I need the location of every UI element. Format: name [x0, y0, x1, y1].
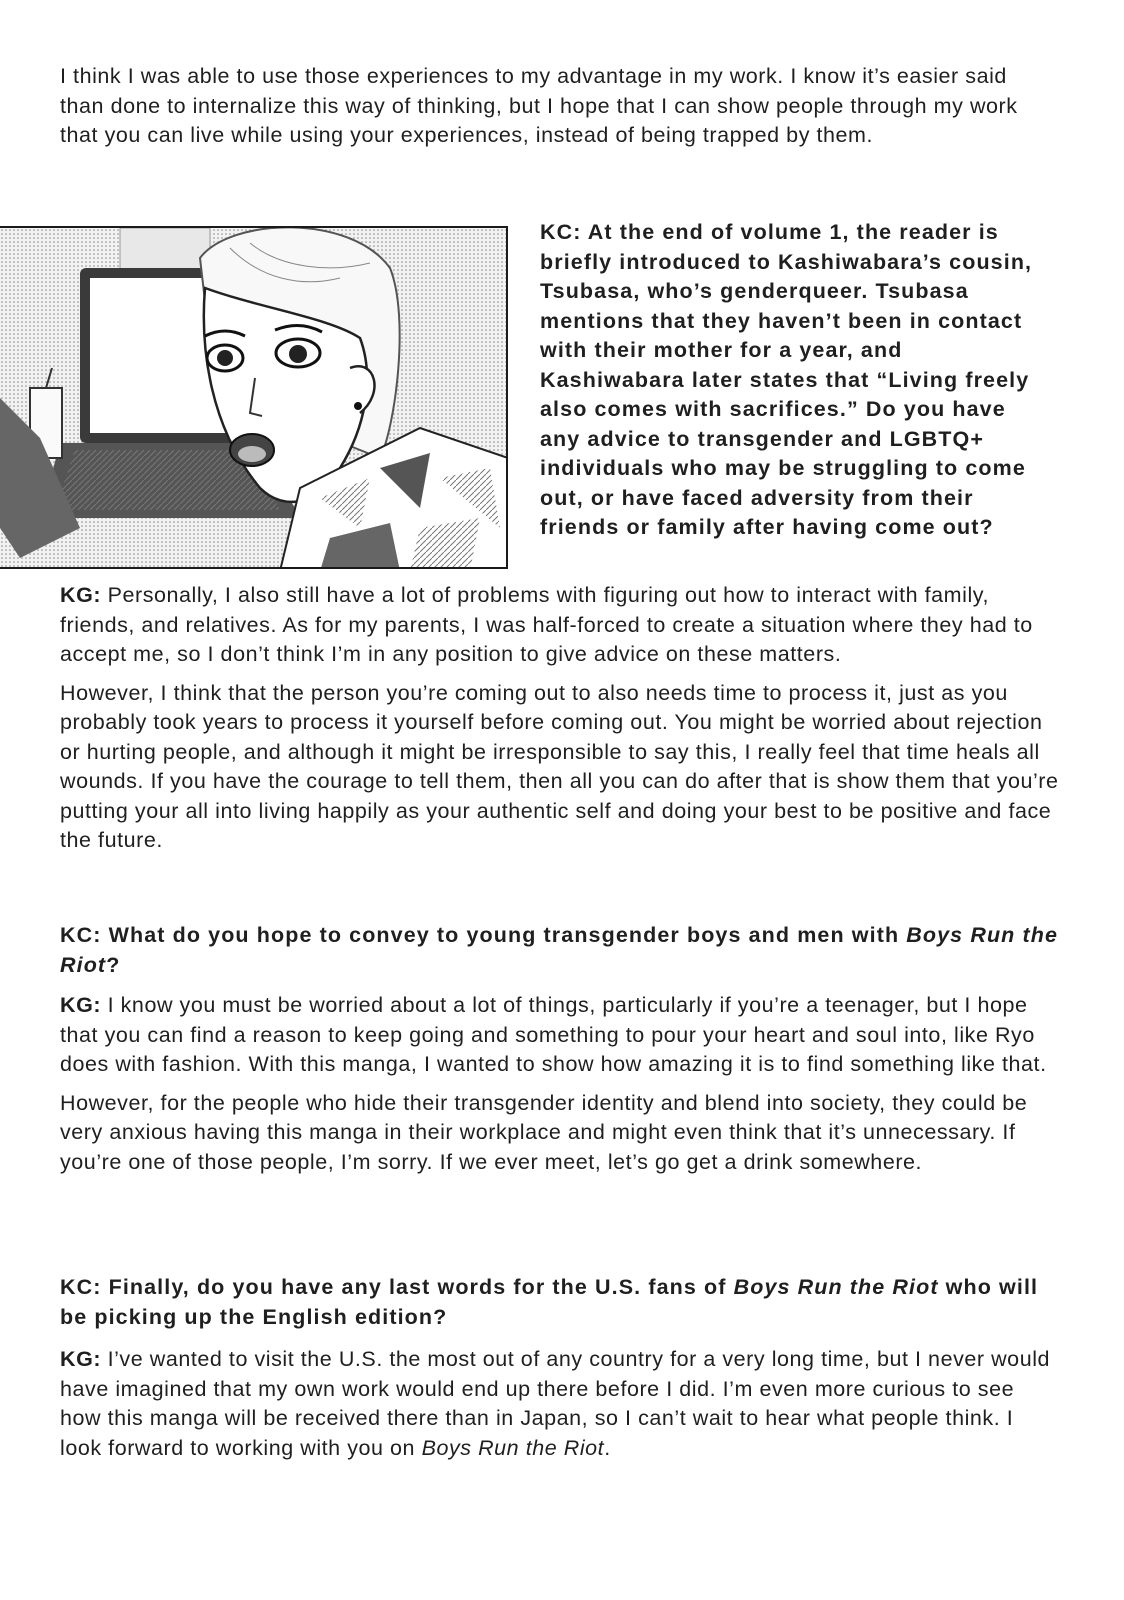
question-3-lead: KC: Finally, do you have any last words for the U.S. fans of — [60, 1275, 734, 1299]
answer-3-text: I’ve wanted to visit the U.S. the most out of any country for a very long time, but I never would have imagined that my own work would end up there before I did. I’m even more curious to see how this manga will be received there than in Japan, so I can’t wait to hear what people think. I look forward to working with you on — [60, 1347, 1051, 1460]
answer-1-text-1: Personally, I also still have a lot of problems with figuring out how to interact with family, friends, and relatives. As for my parents, I was half-forced to create a situation where they had to accept me, so I don’t think I’m in any position to give advice on these matters. — [60, 583, 1033, 666]
manga-panel-illustration — [0, 226, 508, 569]
question-1-text: KC: At the end of volume 1, the reader is briefly introduced to Kashiwabara’s cousin, Tsubasa, who’s genderqueer. Tsubasa mentions that they haven’t been in contact with their mother for a year, and Kashiwabara later states that “Living freely also comes with sacrifices.” Do you have any advice to transgender and LGBTQ+ individuals who may be struggling to come out, or have faced adversity from their friends or family after having come out? — [540, 220, 1033, 539]
question-3-end: who will be picking up the English edition? — [60, 1275, 1039, 1329]
intro-text: I think I was able to use those experiences to my advantage in my work. I know it’s easier said than done to internalize this way of thinking, but I hope that I can show people through my work that you can live while using your experiences, instead of being trapped by them. — [60, 64, 1018, 147]
answer-3 — [60, 1345, 1060, 1463]
speaker-label: KG: — [60, 583, 102, 607]
question-2-lead: KC: What do you hope to convey to young transgender boys and men with — [60, 923, 907, 947]
book-title: Boys Run the Riot — [60, 923, 1059, 977]
speaker-label: KG: — [60, 993, 102, 1017]
answer-2-text-1: I know you must be worried about a lot of things, particularly if you’re a teenager, but I hope that you can find a reason to keep going and something to pour your heart and soul into, like Ryo does with fashion. With this manga, I wanted to show how amazing it is to find something like that. — [60, 993, 1047, 1076]
speaker-label: KG: — [60, 1347, 102, 1371]
answer-2 — [60, 991, 1060, 1177]
answer-2-paragraph-2: However, for the people who hide their transgender identity and blend into society, they could be very anxious having this manga in their workplace and might even think that it’s unnecessary. If you’re one of those people, I’m sorry. If we ever meet, let’s go get a drink somewhere. — [60, 1090, 1028, 1174]
answer-3-end: . — [604, 1435, 611, 1460]
book-title: Boys Run the Riot — [733, 1275, 939, 1299]
answer-1-paragraph-2: However, I think that the person you’re coming out to also needs time to process it, just as you probably took years to process it yourself before coming out. You might be worried about rejection or hurting people, and although it might be irresponsible to say this, I really feel that time heals all wounds. If you have the courage to tell them, then all you can do after that is show them that you’re putting your all into living happily as your authentic self and doing your best to be positive and face the future. — [60, 680, 1059, 852]
question-2-text — [60, 921, 1060, 980]
answer-2-paragraph-1 — [60, 991, 1060, 1080]
question-3-text — [60, 1273, 1060, 1332]
answer-1-paragraph-1 — [60, 581, 1060, 670]
question-1 — [540, 218, 1040, 543]
question-2-end: ? — [106, 952, 121, 977]
manga-panel-drawing — [0, 228, 508, 569]
answer-1 — [60, 581, 1060, 856]
answer-3-paragraph — [60, 1345, 1060, 1463]
book-title: Boys Run the Riot — [421, 1435, 605, 1460]
question-3 — [60, 1273, 1060, 1332]
intro-paragraph — [60, 62, 1050, 151]
question-2 — [60, 921, 1060, 980]
